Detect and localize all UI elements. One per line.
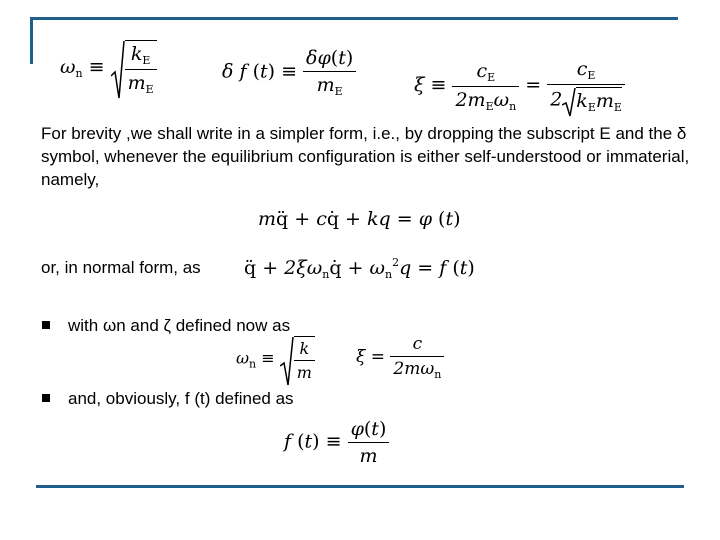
eq-natural-frequency-equilibrium: $\omega_n$ ≡ $\frac{k_E}{m_E}$ bbox=[60, 40, 157, 96]
slide-top-rule bbox=[30, 17, 678, 20]
explanation-paragraph: For brevity ,we shall write in a simpler form, i.e., by dropping the subscript E and the δ symbol, whenever the equilibrium configuration is either self-understood or immaterial, namely, bbox=[41, 124, 690, 189]
normal-form-label: or, in normal form, as bbox=[41, 258, 201, 277]
bullet-marker bbox=[42, 321, 50, 329]
bullet2-text: and, obviously, f (t) defined as bbox=[68, 389, 294, 408]
bullet-marker bbox=[42, 394, 50, 402]
slide-left-rule bbox=[30, 17, 33, 64]
eq-natural-frequency: $\omega_n$ ≡ $\frac{k}{m}$ bbox=[236, 336, 315, 382]
eq-delta-force: δ f (t) ≡ $\frac{\delta\varphi(t)}{m_E}$ bbox=[222, 47, 356, 98]
bullet1-text: with ωn and ζ defined now as bbox=[68, 316, 291, 335]
eq-force-definition: f (t) ≡ $\frac{\varphi(t)}{m}$ bbox=[284, 418, 389, 467]
eq-damping-ratio-equilibrium: ξ ≡ $\frac{c_E}{2m_E\omega_n}$ = $c_E$ 2 $k_Em_E$ bbox=[414, 58, 625, 114]
eq-motion: mq̈ + cq̇ + kq = φ (t) bbox=[258, 208, 461, 230]
eq-normal-form: q̈ + $2\xi\omega_nq̇ + \omega_n^2q = f$ (t) bbox=[244, 256, 475, 281]
slide-bottom-rule bbox=[36, 485, 684, 488]
eq-damping-ratio: ξ = $\frac{c}{2m\omega_n}$ bbox=[356, 334, 444, 381]
